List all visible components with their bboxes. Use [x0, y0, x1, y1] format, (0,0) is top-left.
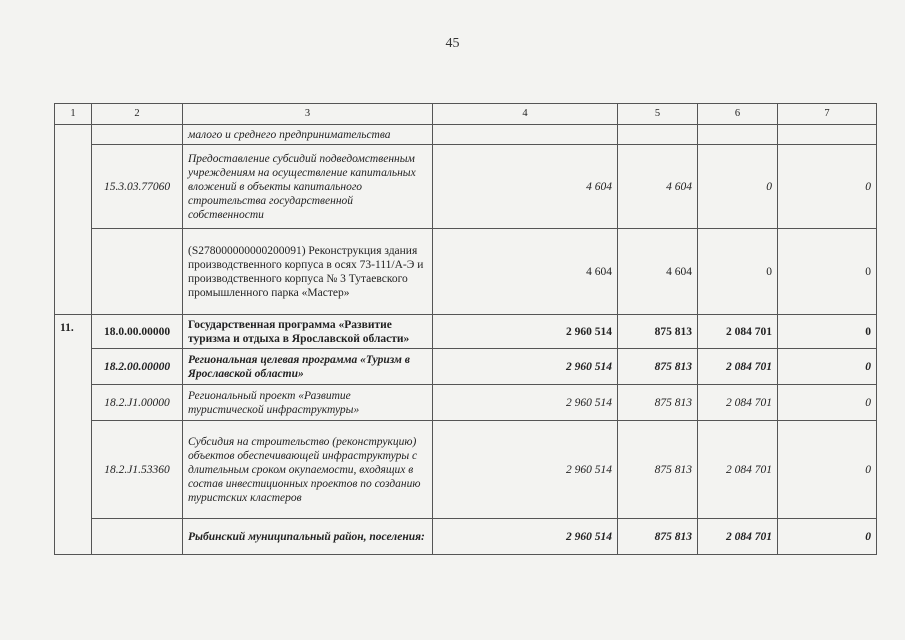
value-cell-4: 2 960 514: [433, 421, 618, 519]
value-cell-5: [618, 125, 698, 145]
value-cell-4: 4 604: [433, 145, 618, 229]
row-number-cell: [55, 125, 92, 315]
value-cell-7: 0: [778, 145, 877, 229]
item-name-cell: Государственная программа «Развитие туризма и отдыха в Ярославской области»: [183, 315, 433, 349]
table-row: [55, 421, 877, 519]
value-cell-6: 2 084 701: [698, 519, 778, 555]
budget-code-cell: 18.2.00.00000: [92, 349, 183, 385]
budget-code-cell: [92, 125, 183, 145]
column-header: 1: [55, 104, 92, 125]
budget-code-cell: 15.3.03.77060: [92, 145, 183, 229]
value-cell-5: 875 813: [618, 519, 698, 555]
item-name-cell: Рыбинский муниципальный район, поселения:: [183, 519, 433, 555]
value-cell-7: 0: [778, 349, 877, 385]
table-row: [55, 229, 877, 315]
item-name-cell: Предоставление субсидий подведомственным учреждениям на осуществление капитальных вложений в объекты капитального строительства государственной собственности: [183, 145, 433, 229]
column-header: 7: [778, 104, 877, 125]
value-cell-5: 875 813: [618, 421, 698, 519]
value-cell-5: 4 604: [618, 229, 698, 315]
value-cell-7: 0: [778, 519, 877, 555]
value-cell-5: 875 813: [618, 385, 698, 421]
value-cell-4: 2 960 514: [433, 385, 618, 421]
value-cell-6: 2 084 701: [698, 385, 778, 421]
value-cell-5: 4 604: [618, 145, 698, 229]
row-number-cell: 11.: [55, 315, 92, 555]
value-cell-4: 2 960 514: [433, 349, 618, 385]
value-cell-7: 0: [778, 385, 877, 421]
table-row: [55, 349, 877, 385]
budget-code-cell: 18.0.00.00000: [92, 315, 183, 349]
value-cell-7: 0: [778, 421, 877, 519]
value-cell-7: 0: [778, 315, 877, 349]
column-header: 5: [618, 104, 698, 125]
table-row: [55, 125, 877, 145]
value-cell-4: [433, 125, 618, 145]
value-cell-5: 875 813: [618, 315, 698, 349]
value-cell-6: 0: [698, 229, 778, 315]
value-cell-5: 875 813: [618, 349, 698, 385]
budget-code-cell: [92, 519, 183, 555]
value-cell-7: [778, 125, 877, 145]
table-row: [55, 519, 877, 555]
table-header-row: [55, 104, 877, 125]
value-cell-6: 2 084 701: [698, 421, 778, 519]
table-row: [55, 385, 877, 421]
column-header: 2: [92, 104, 183, 125]
item-name-cell: Субсидия на строительство (реконструкцию) объектов обеспечивающей инфраструктуры с длительным сроком окупаемости, входящих в состав инвестиционных проектов по созданию туристских кластеров: [183, 421, 433, 519]
column-header: 4: [433, 104, 618, 125]
item-name-cell: Региональная целевая программа «Туризм в Ярославской области»: [183, 349, 433, 385]
value-cell-6: [698, 125, 778, 145]
value-cell-4: 2 960 514: [433, 315, 618, 349]
item-name-cell: Региональный проект «Развитие туристической инфраструктуры»: [183, 385, 433, 421]
value-cell-7: 0: [778, 229, 877, 315]
value-cell-6: 0: [698, 145, 778, 229]
item-name-cell: малого и среднего предпринимательства: [183, 125, 433, 145]
column-header: 3: [183, 104, 433, 125]
budget-code-cell: 18.2.J1.53360: [92, 421, 183, 519]
budget-table: [54, 103, 877, 555]
table-row: [55, 315, 877, 349]
budget-code-cell: 18.2.J1.00000: [92, 385, 183, 421]
value-cell-4: 2 960 514: [433, 519, 618, 555]
item-name-cell: (S278000000000200091) Реконструкция здания производственного корпуса в осях 73-111/А-Э и производственного корпуса № 3 Тутаевского промышленного парка «Мастер»: [183, 229, 433, 315]
value-cell-6: 2 084 701: [698, 315, 778, 349]
table-row: [55, 145, 877, 229]
page-number: 45: [445, 36, 460, 51]
value-cell-6: 2 084 701: [698, 349, 778, 385]
budget-code-cell: [92, 229, 183, 315]
column-header: 6: [698, 104, 778, 125]
value-cell-4: 4 604: [433, 229, 618, 315]
